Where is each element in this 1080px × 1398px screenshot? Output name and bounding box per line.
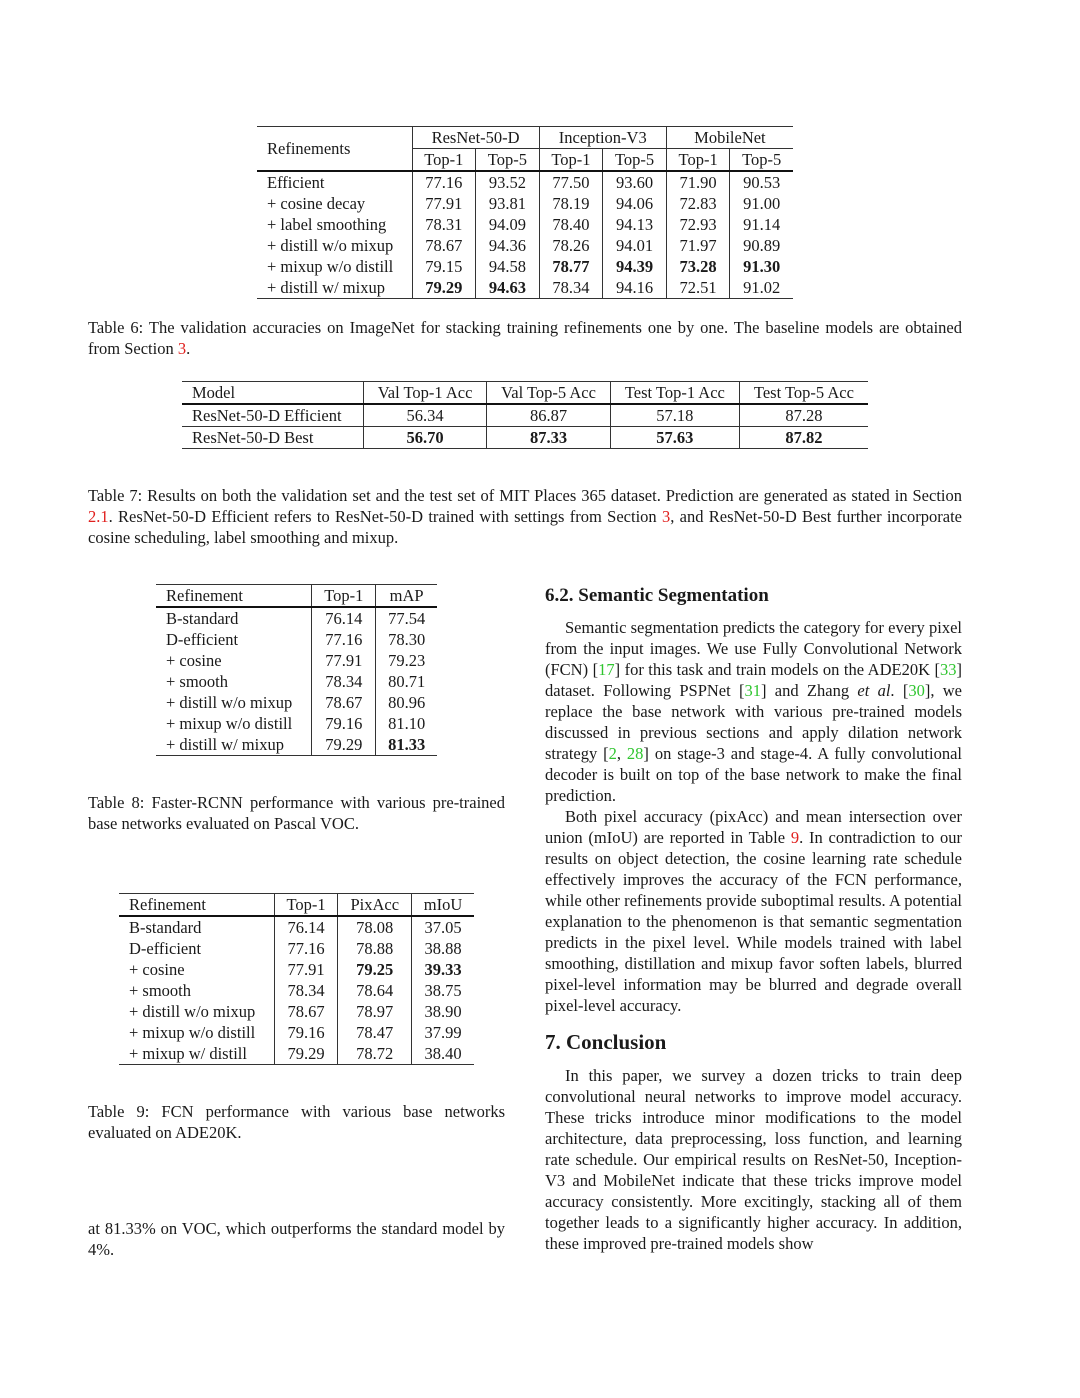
table6-subheader: Top-1: [666, 149, 730, 172]
cell-value: 78.40: [539, 214, 603, 235]
table6-subheader: Top-5: [730, 149, 793, 172]
cell-value: 94.01: [603, 235, 667, 256]
cell-value: 57.18: [610, 404, 739, 427]
citation-link[interactable]: 2: [608, 744, 617, 763]
text-run: ] and Zhang: [761, 681, 858, 700]
column-header: Model: [192, 383, 236, 402]
table6-group-header: Inception-V3: [539, 127, 666, 149]
citation-link[interactable]: 30: [908, 681, 925, 700]
cell-value: 39.33: [412, 959, 474, 980]
cell-value: 78.34: [274, 980, 338, 1001]
row-label: + distill w/o mixup: [166, 693, 293, 712]
cell-value: 87.28: [739, 404, 868, 427]
cell-value: 94.16: [603, 277, 667, 299]
cell-value: 76.14: [274, 916, 338, 938]
cell-value: 78.30: [376, 629, 437, 650]
cell-value: 78.19: [539, 193, 603, 214]
section-7-paragraph-1: In this paper, we survey a dozen tricks to train deep convolutional neural networks to improve model accuracy. These tricks introduce minor modifications to the model architecture, data preprocessing, loss function, and learning rate schedule. Our empirical results on ResNet-50, Inception-V3 and MobileNet indicate that these tricks improve model accuracy consistently. More excitingly, stacking all of them together leads to a significantly higher accuracy. In addition, these improved pre-trained models show: [545, 1066, 962, 1253]
row-label: B-standard: [166, 609, 239, 628]
column-header: Refinement: [129, 895, 206, 914]
table6-row-header: Refinements: [267, 139, 351, 158]
row-label: D-efficient: [166, 630, 239, 649]
citation-link[interactable]: 17: [598, 660, 615, 679]
cell-value: 78.08: [338, 916, 412, 938]
table-row: [119, 1001, 474, 1022]
table-row: [156, 692, 437, 713]
column-header: Top-1: [274, 894, 338, 917]
table-row: [156, 713, 437, 734]
cell-value: 86.87: [487, 404, 610, 427]
cell-value: 38.88: [412, 938, 474, 959]
cell-value: 76.14: [312, 607, 376, 629]
column-header: Test Top-1 Acc: [610, 382, 739, 405]
cell-value: 94.09: [476, 214, 540, 235]
cell-value: 38.90: [412, 1001, 474, 1022]
column-header: Val Top-1 Acc: [363, 382, 486, 405]
row-label: + distill w/ mixup: [166, 735, 284, 754]
text-run: Both pixel accuracy (pixAcc) and mean intersection over union (mIoU) are reported in Table: [545, 807, 962, 847]
column-header: mIoU: [412, 894, 474, 917]
table6-subheader: Top-1: [539, 149, 603, 172]
section-ref-link[interactable]: 2.1: [88, 507, 109, 526]
cell-value: 78.47: [338, 1022, 412, 1043]
cell-value: 78.77: [539, 256, 603, 277]
column-header: Test Top-5 Acc: [739, 382, 868, 405]
cell-value: 78.72: [338, 1043, 412, 1065]
table-row: [156, 650, 437, 671]
row-label: + distill w/o mixup: [129, 1002, 256, 1021]
cell-value: 90.89: [730, 235, 793, 256]
table6-subheader: Top-5: [603, 149, 667, 172]
cell-value: 77.54: [376, 607, 437, 629]
column-header: mAP: [376, 585, 437, 608]
section-ref-link[interactable]: 3: [661, 507, 671, 526]
text-run: ] for this task and train models on the ADE20K [: [614, 660, 940, 679]
row-label: Efficient: [267, 173, 325, 192]
cell-value: 38.40: [412, 1043, 474, 1065]
cell-value: 77.91: [412, 193, 476, 214]
table-row: [119, 916, 474, 938]
table-row: [156, 734, 437, 756]
cell-value: 72.83: [666, 193, 730, 214]
cell-value: 78.67: [312, 692, 376, 713]
cell-value: 78.64: [338, 980, 412, 1001]
cell-value: 77.16: [312, 629, 376, 650]
table-row: [182, 427, 868, 449]
citation-link[interactable]: 33: [939, 660, 957, 679]
table7-caption: Table 7: Results on both the validation set and the test set of MIT Places 365 dataset. Prediction are generated as stated in Section 2.1. ResNet-50-D Efficient refers to ResNet-50-D trained with settings from Section 3, and ResNet-50-D Best further incorporate cosine scheduling, label smoothing and mixup.: [88, 486, 962, 547]
cell-value: 56.34: [363, 404, 486, 427]
cell-value: 77.91: [312, 650, 376, 671]
row-label: + cosine: [166, 651, 222, 670]
row-label: + cosine decay: [267, 194, 366, 213]
cell-value: 71.97: [666, 235, 730, 256]
cell-value: 72.93: [666, 214, 730, 235]
cell-value: 77.91: [274, 959, 338, 980]
row-label: ResNet-50-D Best: [192, 428, 314, 447]
cell-value: 87.82: [739, 427, 868, 449]
table-9: [119, 893, 474, 1065]
row-label: D-efficient: [129, 939, 202, 958]
cell-value: 87.33: [487, 427, 610, 449]
cell-value: 73.28: [666, 256, 730, 277]
text-run: . In contradiction to our results on object detection, the cosine learning rate schedule effectively improves the accuracy of the FCN performance, while other refinements provide suboptimal results. A potential explanation to the phenomenon is that semantic segmentation predicts in the pixel level. While models trained with label smoothing, distillation and mixup favor soften labels, blurred pixel-level information may be blurred and degrade overall pixel-level accuracy.: [545, 828, 962, 1015]
cell-value: 94.58: [476, 256, 540, 277]
cell-value: 94.39: [603, 256, 667, 277]
cell-value: 91.00: [730, 193, 793, 214]
cell-value: 56.70: [363, 427, 486, 449]
table-8: [156, 584, 437, 756]
table-row: [257, 171, 793, 193]
table6-subheader: Top-1: [412, 149, 476, 172]
table6-subheader: Top-5: [476, 149, 540, 172]
column-header: Val Top-5 Acc: [487, 382, 610, 405]
cell-value: 94.36: [476, 235, 540, 256]
text-run: ] dataset. Following PSPNet [: [545, 660, 962, 700]
cell-value: 93.60: [603, 171, 667, 193]
cell-value: 94.13: [603, 214, 667, 235]
italic-text: et al: [857, 681, 891, 700]
cell-value: 79.29: [274, 1043, 338, 1065]
cell-value: 78.34: [539, 277, 603, 299]
cell-value: 78.67: [412, 235, 476, 256]
section-6-2-paragraph-1: [545, 617, 962, 806]
row-label: + cosine: [129, 960, 185, 979]
table6-group-header: MobileNet: [666, 127, 793, 149]
cell-value: 77.50: [539, 171, 603, 193]
cell-value: 57.63: [610, 427, 739, 449]
section-ref-link[interactable]: 3: [177, 339, 187, 358]
cell-value: 37.99: [412, 1022, 474, 1043]
text-run: Semantic segmentation predicts the category for every pixel from the input images. We use Fully Convolutional Network (FCN) [: [545, 618, 962, 679]
citation-link[interactable]: 28: [626, 744, 644, 763]
cell-value: 78.34: [312, 671, 376, 692]
cell-value: 78.31: [412, 214, 476, 235]
table-row: [119, 980, 474, 1001]
left-column-paragraph: at 81.33% on VOC, which outperforms the standard model by 4%.: [88, 1219, 505, 1259]
cell-value: 38.75: [412, 980, 474, 1001]
cell-value: 91.30: [730, 256, 793, 277]
cell-value: 81.33: [376, 734, 437, 756]
table9-caption: Table 9: FCN performance with various base networks evaluated on ADE20K.: [88, 1102, 505, 1142]
row-label: + distill w/ mixup: [267, 278, 385, 297]
right-column: [545, 584, 962, 1254]
cell-value: 91.02: [730, 277, 793, 299]
cell-value: 79.16: [274, 1022, 338, 1043]
table-row: [156, 671, 437, 692]
table-row: [156, 629, 437, 650]
cell-value: 77.16: [412, 171, 476, 193]
table-row: [257, 214, 793, 235]
table-row: [257, 235, 793, 256]
cell-value: 72.51: [666, 277, 730, 299]
table-ref-link[interactable]: 9: [790, 828, 800, 847]
row-label: + smooth: [166, 672, 229, 691]
cell-value: 79.25: [338, 959, 412, 980]
column-header: PixAcc: [338, 894, 412, 917]
row-label: + label smoothing: [267, 215, 387, 234]
table-row: [257, 256, 793, 277]
table-row: [156, 607, 437, 629]
table6-caption: Table 6: The validation accuracies on ImageNet for stacking training refinements one by one. The baseline models are obtained from Section 3.: [88, 318, 962, 358]
table-row: [119, 938, 474, 959]
cell-value: 79.16: [312, 713, 376, 734]
cell-value: 80.96: [376, 692, 437, 713]
table-6: [257, 126, 793, 299]
column-header: Refinement: [166, 586, 243, 605]
text-run: . [: [890, 681, 909, 700]
row-label: B-standard: [129, 918, 202, 937]
cell-value: 79.23: [376, 650, 437, 671]
text-run: ,: [616, 744, 627, 763]
cell-value: 80.71: [376, 671, 437, 692]
cell-value: 71.90: [666, 171, 730, 193]
cell-value: 79.29: [312, 734, 376, 756]
column-header: Top-1: [312, 585, 376, 608]
cell-value: 93.52: [476, 171, 540, 193]
row-label: + mixup w/o distill: [129, 1023, 256, 1042]
cell-value: 78.97: [338, 1001, 412, 1022]
cell-value: 78.88: [338, 938, 412, 959]
table8-caption: Table 8: Faster-RCNN performance with various pre-trained base networks evaluated on Pascal VOC.: [88, 793, 505, 833]
citation-link[interactable]: 31: [744, 681, 762, 700]
cell-value: 78.67: [274, 1001, 338, 1022]
row-label: ResNet-50-D Efficient: [192, 406, 342, 425]
cell-value: 94.06: [603, 193, 667, 214]
cell-value: 90.53: [730, 171, 793, 193]
cell-value: 79.29: [412, 277, 476, 299]
table6-group-header: ResNet-50-D: [412, 127, 539, 149]
table-row: [119, 959, 474, 980]
row-label: + mixup w/o distill: [166, 714, 293, 733]
section-6-2-paragraph-2: [545, 806, 962, 1016]
cell-value: 94.63: [476, 277, 540, 299]
cell-value: 77.16: [274, 938, 338, 959]
table-row: [257, 277, 793, 299]
row-label: + mixup w/ distill: [129, 1044, 247, 1063]
text-run: ], we replace the base network with various pre-trained models discussed in previous sections and apply dilation network strategy [: [545, 681, 962, 763]
cell-value: 37.05: [412, 916, 474, 938]
cell-value: 78.26: [539, 235, 603, 256]
table-7: [182, 381, 868, 449]
cell-value: 91.14: [730, 214, 793, 235]
row-label: + mixup w/o distill: [267, 257, 394, 276]
text-run: ] on stage-3 and stage-4. A fully convolutional decoder is built on top of the base network to make the final prediction.: [545, 744, 962, 805]
section-heading-6-2: 6.2. Semantic Segmentation: [545, 585, 769, 606]
row-label: + distill w/o mixup: [267, 236, 394, 255]
cell-value: 79.15: [412, 256, 476, 277]
table-row: [257, 193, 793, 214]
table-row: [119, 1043, 474, 1065]
table-row: [119, 1022, 474, 1043]
cell-value: 81.10: [376, 713, 437, 734]
cell-value: 93.81: [476, 193, 540, 214]
section-heading-7: 7. Conclusion: [545, 1030, 667, 1054]
table-row: [182, 404, 868, 427]
row-label: + smooth: [129, 981, 192, 1000]
